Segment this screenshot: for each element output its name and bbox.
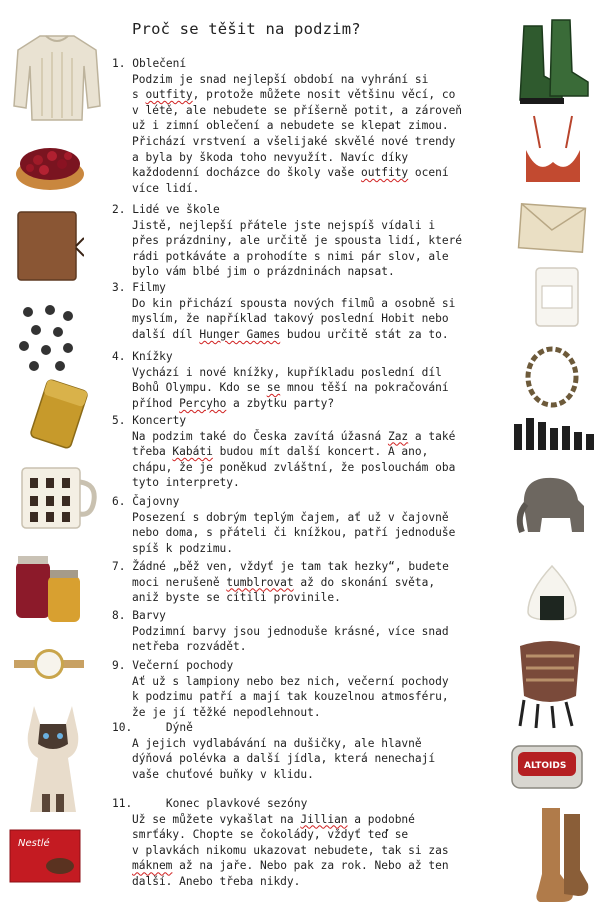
item-text-line: bylo vám blbé jim o prázdninách napsat.	[132, 265, 395, 279]
text-segment: Už se můžete vykašlat na	[132, 812, 301, 826]
list-item	[112, 280, 512, 342]
text-segment: až na jaře. Nebo pak za rok. Nebo až ten	[172, 859, 449, 873]
page-title: Proč se těšit na podzim?	[132, 20, 361, 38]
text-segment: příhod	[132, 396, 180, 410]
item-heading-text: Lidé ve škole	[132, 203, 220, 216]
onigiri-image	[524, 562, 580, 622]
item-text-line: Jistě, nejlepší přátele jste nejspíš vídali i	[132, 218, 436, 232]
item-heading-text: Barvy	[132, 609, 166, 622]
item-heading-text: Koncerty	[132, 414, 187, 427]
item-text-line: v plavkách nikomu ukazovat nebudete, tak si zas	[132, 843, 449, 857]
siamese-cat-image	[16, 694, 92, 816]
item-heading-text: Čajovny	[132, 495, 180, 508]
item-text-line: Přichází vrstvení a všelijaké skvělé nové trendy	[132, 134, 456, 148]
knit-socks-image	[532, 804, 592, 906]
text-segment: moci nerušeně	[132, 575, 227, 589]
text-segment: , protože můžete nosit většinu věcí, co	[192, 88, 456, 102]
item-text-line: přes prázdniny, ale určitě je spousta lidí, které	[132, 234, 463, 248]
item-text-line: Do kin přichází spousta nových filmů a osobně si	[132, 296, 456, 310]
red-lace-bralette-image	[520, 112, 586, 188]
scented-candle-image	[532, 264, 582, 330]
item-text-line	[112, 87, 512, 103]
list-item	[112, 349, 512, 411]
item-number: 10.	[112, 721, 133, 734]
item-text-line	[112, 858, 512, 874]
text-segment: každodenní docházce do školy vaše	[132, 166, 362, 180]
spellcheck-word: Kabáti	[172, 445, 213, 459]
deer-mug-image	[18, 462, 98, 532]
item-text-line	[112, 812, 512, 828]
item-text-line	[112, 396, 512, 412]
item-heading-text: Oblečení	[132, 57, 187, 70]
item-heading	[112, 413, 512, 429]
spellcheck-word: se	[266, 381, 281, 395]
wristwatch-image	[14, 644, 84, 684]
item-text-line: Ať už s lampiony nebo bez nich, večerní pochody	[132, 674, 449, 688]
item-text-line: A jejich vydlabávání na dušičky, ale hlavně	[132, 736, 422, 750]
item-text-line: další. Anebo třeba nikdy.	[132, 874, 301, 888]
item-heading-text: Večerní pochody	[132, 659, 234, 672]
item-text-line	[112, 327, 512, 343]
text-segment: budou určitě stát za to.	[280, 327, 449, 341]
item-text-line: aniž byste se cítili provinile.	[132, 591, 341, 605]
item-heading	[112, 494, 512, 510]
text-segment: a zbytku party?	[226, 396, 335, 410]
list-item	[112, 559, 512, 606]
item-text-line: k podzimu patří a mají tak kouzelnou atmosféru,	[132, 690, 449, 704]
text-segment: další díl	[132, 327, 200, 341]
item-heading	[112, 202, 512, 218]
item-text-line: v létě, ale nebudete se příšerně potit, a zároveň	[132, 103, 463, 117]
list-item	[112, 413, 512, 491]
item-text-line: Podzim je snad nejlepší období na vyhrání si	[132, 72, 429, 86]
charms-image	[16, 302, 78, 374]
jam-jars-image	[12, 550, 84, 624]
text-segment: a také	[408, 429, 456, 443]
text-segment: Bohů Olympu. Kdo se	[132, 381, 267, 395]
item-text-line: že je jí těžké nepodlehnout.	[132, 705, 321, 719]
item-text-line	[112, 575, 512, 591]
item-text-line: Posezení s dobrým teplým čajem, ať už v čajovně	[132, 510, 449, 524]
envelope-image	[516, 200, 588, 256]
list-item	[112, 720, 512, 782]
item-text-line	[112, 429, 512, 445]
item-text-line: tyto interprety.	[132, 476, 240, 490]
item-text-line: spíš k podzimu.	[132, 541, 234, 555]
item-heading-text: Žádné „běž ven, vždyť je tam tak hezky“, budete	[132, 560, 449, 573]
item-heading	[112, 608, 512, 624]
item-number: 5.	[112, 414, 126, 427]
spellcheck-word: Percyho	[179, 396, 227, 410]
item-text-line: už i zimní oblečení a nebudete se klepat zimou.	[132, 119, 449, 133]
altoids-brand-text: ALTOIDS	[524, 761, 567, 771]
item-heading	[112, 56, 512, 72]
item-number: 8.	[112, 609, 126, 622]
item-heading	[112, 559, 512, 575]
item-text-line: Podzimní barvy jsou jednoduše krásné, více snad	[132, 624, 449, 638]
doc-martens-boots-image	[514, 16, 590, 110]
spellcheck-word: Zaz	[387, 429, 409, 443]
list-item	[112, 796, 512, 890]
item-heading	[112, 349, 512, 365]
gold-lighter-image	[26, 378, 92, 450]
item-text-line	[112, 827, 512, 843]
item-number: 1.	[112, 57, 126, 70]
list-item	[112, 494, 512, 556]
item-text-line: nebo doma, s přáteli či knížkou, patří jednoduše	[132, 526, 456, 540]
item-heading	[112, 280, 512, 296]
item-text-line: vaše chuťové buňky v klidu.	[132, 767, 314, 781]
spellcheck-word: tumblrovat	[226, 575, 294, 589]
item-text-line: dýňová polévka a další jídla, která nenechají	[132, 752, 436, 766]
tart-image	[14, 134, 86, 194]
text-segment: mnou těší na pokračování	[280, 381, 449, 395]
list-item	[112, 202, 512, 280]
chess-pieces-image	[512, 414, 596, 454]
text-segment: a podobné	[347, 812, 415, 826]
spellcheck-word: outfity	[145, 88, 193, 102]
tassel-scarf-image	[510, 636, 590, 732]
list-item	[112, 658, 512, 720]
item-text-line	[112, 444, 512, 460]
spellcheck-word: Jillian	[300, 812, 348, 826]
item-heading	[112, 720, 512, 736]
item-text-line: více lidí.	[132, 181, 200, 195]
item-number: 2.	[112, 203, 126, 216]
spellcheck-word: Hunger Games	[199, 327, 281, 341]
spellcheck-word: outfity	[361, 166, 409, 180]
item-text-line: a byla by škoda toho nevyužít. Navíc díky	[132, 150, 409, 164]
bracelet-image	[522, 344, 582, 410]
text-segment: až do skonání světa,	[293, 575, 436, 589]
item-number: 7.	[112, 560, 126, 573]
item-heading-text: Konec plavkové sezóny	[165, 797, 308, 810]
item-text-line: netřeba rozvádět.	[132, 640, 247, 654]
text-segment: třeba	[132, 445, 173, 459]
text-segment: . Chopte se čokolády, vždyť teď se	[179, 828, 409, 842]
altoids-tin-image	[510, 740, 586, 794]
item-number: 6.	[112, 495, 126, 508]
item-text-line	[112, 165, 512, 181]
item-number: 9.	[112, 659, 126, 672]
item-number: 4.	[112, 350, 126, 363]
text-segment: ocení	[408, 166, 449, 180]
text-segment: budou mít další koncert. A ano,	[212, 445, 429, 459]
item-heading-text: Filmy	[132, 281, 166, 294]
text-segment: smrťáky	[132, 828, 180, 842]
spellcheck-word: máknem	[132, 859, 173, 873]
list-item	[112, 608, 512, 655]
item-number: 11.	[112, 797, 133, 810]
item-text-line: rádi potkáváte a prohodíte s nimi pár slov, ale	[132, 249, 449, 263]
list-item	[112, 56, 512, 196]
item-text-line: myslím, že například takový poslední Hobit nebo	[132, 312, 449, 326]
item-number: 3.	[112, 281, 126, 294]
elephant-figurine-image	[516, 466, 590, 540]
nestle-brand-text: Nestlé	[18, 838, 50, 849]
text-segment: s	[132, 88, 146, 102]
nestle-hot-chocolate-box-image	[8, 826, 84, 886]
leather-notebook-image	[14, 208, 84, 286]
item-text-line: Vychází i nové knížky, kupříkladu poslední díl	[132, 365, 442, 379]
item-heading-text: Dýně	[165, 721, 193, 734]
item-heading-text: Knížky	[132, 350, 173, 363]
item-heading	[112, 658, 512, 674]
text-segment: Na podzim také do Česka zavítá úžasná	[132, 429, 388, 443]
item-heading	[112, 796, 512, 812]
item-text-line	[112, 380, 512, 396]
item-text-line: chápu, že je poněkud zvláštní, že poslouchám oba	[132, 460, 456, 474]
sweater-image	[12, 28, 102, 124]
